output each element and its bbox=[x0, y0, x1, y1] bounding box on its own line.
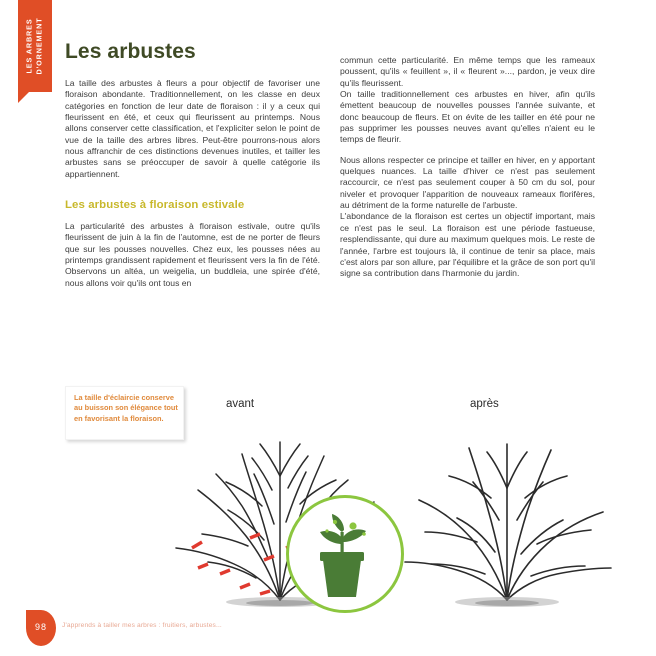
left-column bbox=[65, 40, 320, 289]
section-tab-line-2: D'ORNEMENT bbox=[35, 17, 44, 75]
callout-text: La taille d'éclaircie conserve au buisson son élégance tout en favorisant la floraison. bbox=[74, 393, 178, 423]
right-column bbox=[340, 55, 595, 280]
section-tab-text-wrap bbox=[18, 0, 52, 92]
page-number: 98 bbox=[34, 621, 47, 632]
left-paragraph-1: La taille des arbustes à fleurs a pour objectif de favoriser une floraison abondante. Traditionnellement, on les classe en deux catégories en fonction de leur date de floraison : il y a ceux qui fleurissent en été, et ceux qui fleurissent au printemps. Nous allons conserver cette classification, et l'expliciter selon le point de vue de la taille des arbres libres. Peut-être pourrons-nous alors nous affranchir de ces distinctions devenues inutiles, et tailler les arbustes sans se préoccuper de savoir à quelle catégorie ils appartiennent. bbox=[65, 78, 320, 179]
right-paragraph-1: commun cette particularité. En même temps que les rameaux poussent, qu'ils « feuillent », il « fleurent »..., pardon, je veux dire qu'ils fleurissent. bbox=[340, 55, 595, 88]
section-tab-text bbox=[25, 17, 45, 74]
right-paragraph-4: L'abondance de la floraison est certes un objectif important, mais ce n'est pas le seul. La floraison est une période fastueuse, resplendissante, qui dure au maximum quelques mois. Le reste de l'année, l'arbre est toujours là, il continue de tenir sa place, mais c'est alors par son allure, par l'équilibre et la grâce de son port qu'il signe sa contribution dans l'harmonie du jardin. bbox=[340, 211, 595, 279]
footer-book-title: J'apprends à tailler mes arbres : fruitiers, arbustes... bbox=[62, 622, 222, 629]
section-tab-fold bbox=[18, 92, 29, 103]
left-paragraph-2: La particularité des arbustes à floraison estivale, outre qu'ils fleurissent de juin à la fin de l'automne, est de ne porter de fleurs que sur les pousses nouvelles. Chez eux, les pousses nées au printemps grandissent rapidement et fleurissent vers la fin de l'été. Observons un altéa, un weigelia, un buddleia, une spirée d'été, nous allons voir qu'ils ont tous en bbox=[65, 221, 320, 288]
potted-plant-logo bbox=[289, 498, 395, 604]
illustration-area bbox=[58, 380, 603, 625]
page-title: Les arbustes bbox=[65, 40, 196, 63]
callout-box bbox=[65, 386, 184, 440]
section-subtitle: Les arbustes à floraison estivale bbox=[65, 199, 245, 212]
label-after: après bbox=[470, 398, 499, 410]
right-paragraph-2: On taille traditionnellement ces arbustes en hiver, afin qu'ils émettent beaucoup de nouvelles pousses l'année suivante, et donc beaucoup de fleurs. Et on évite de les tailler en été pour ne pas supprimer les pousses neuves avant qu'elles n'aient eu le temps de fleurir. bbox=[340, 89, 595, 145]
shrub-after-pruning-drawing bbox=[403, 428, 618, 608]
right-paragraph-3: Nous allons respecter ce principe et tailler en hiver, en y apportant quelques nuances. La taille d'hiver ce n'est pas seulement raccourcir, ce n'est pas seulement couper à 50 cm du sol, pour niveler et provoquer l'apparition de nouveaux rameaux florifères, au détriment de la forme naturelle de l'arbuste. bbox=[340, 154, 595, 211]
leaf-page-marker bbox=[26, 610, 56, 646]
page-footer bbox=[0, 610, 656, 656]
section-tab-line-1: LES ARBRES bbox=[25, 18, 34, 74]
section-tab bbox=[18, 0, 52, 92]
label-before: avant bbox=[226, 398, 255, 410]
potted-plant-badge bbox=[286, 495, 404, 613]
